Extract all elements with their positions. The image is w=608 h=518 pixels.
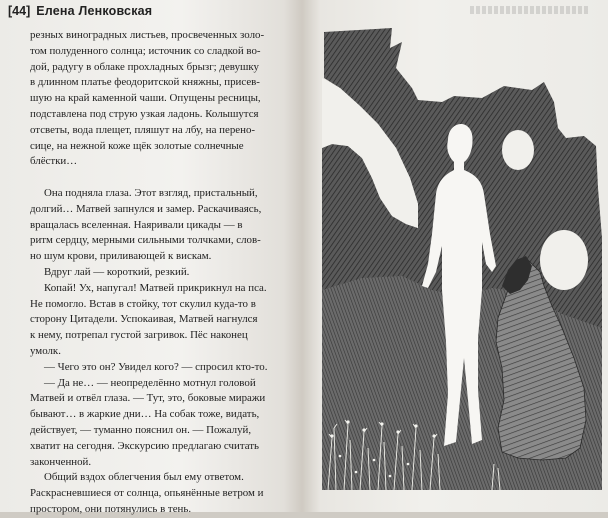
text-line: Копай! Ух, напугал! Матвей прикрикнул на пса. (44, 281, 267, 294)
sky-hole (540, 230, 588, 290)
text-line: действует, — туманно пояснил он. — Пожалуй, (30, 423, 252, 436)
text-line: хватит на сегодня. Экскурсию предлагаю считать (30, 439, 260, 452)
text-line: Она подняла глаза. Этот взгляд, пристальный, (44, 186, 258, 199)
text-line: отсветы, вода плещет, пляшут на лбу, на перено- (30, 123, 256, 136)
illustration (322, 28, 602, 490)
running-header (8, 4, 152, 18)
text-line: бывают… в жаркие дни… На собак тоже, видать, (30, 408, 260, 421)
text-line: долгий… Матвей запнулся и замер. Раскачиваясь, (30, 202, 262, 215)
text-line: сторону Цитадели. Успокаивая, Матвей нагнулся (30, 313, 258, 326)
text-line: шую на край каменной чаши. Опущены ресницы, (30, 92, 261, 105)
sky-hole-small (502, 130, 534, 170)
author-name: Елена Ленковская (36, 4, 153, 18)
text-line: Общий вздох облегчения был ему ответом. (44, 471, 244, 484)
left-page (0, 0, 302, 515)
text-line: блёстки… (30, 155, 78, 168)
text-line: подставлена под струю узкая ладонь. Колышутся (30, 107, 259, 120)
text-line: резных виноградных листьев, просвеченных золо- (30, 29, 265, 41)
text-line (30, 170, 282, 186)
text-line: но шум крови, приливающей к вискам. (30, 250, 212, 263)
faint-running-header (470, 6, 590, 14)
text-line: простором, они потянулись в тень. (30, 502, 192, 515)
text-line: умолк. (30, 344, 61, 357)
text-line: ритм сердцу, мерными сильными толчками, слов- (30, 234, 261, 247)
text-line: — Да не… — неопределённо мотнул головой (44, 376, 256, 389)
text-line: Не помогло. Встав в стойку, тот скулил куда-то в (30, 297, 256, 310)
text-line: дой, радугу в облаке прохладных брызг; девушку (30, 60, 259, 73)
text-line: Раскрасневшиеся от солнца, опьянённые ветром и (30, 487, 264, 500)
text-line: Вдруг лай — короткий, резкий. (44, 265, 190, 278)
page-number: [44] (8, 4, 31, 18)
text-line: в длинном платье феодоритской княжны, присев- (30, 76, 260, 89)
text-line: сице, на нежной коже щёк золотые солнечные (30, 139, 244, 152)
text-line: том полуденного солнца; источник со сладкой во- (30, 44, 261, 57)
text-line: — Чего это он? Увидел кого? — спросил кто-то. (44, 360, 268, 373)
text-line: к нему, потрепал густой загривок. Пёс наконец (30, 329, 248, 342)
body-text (30, 28, 282, 518)
text-line: законченной. (30, 455, 92, 468)
text-line: Матвей и отвёл глаза. — Тут, это, боковые миражи (30, 392, 266, 405)
text-line: вращалась вселенная. Наяривали цикады — в (30, 218, 243, 231)
